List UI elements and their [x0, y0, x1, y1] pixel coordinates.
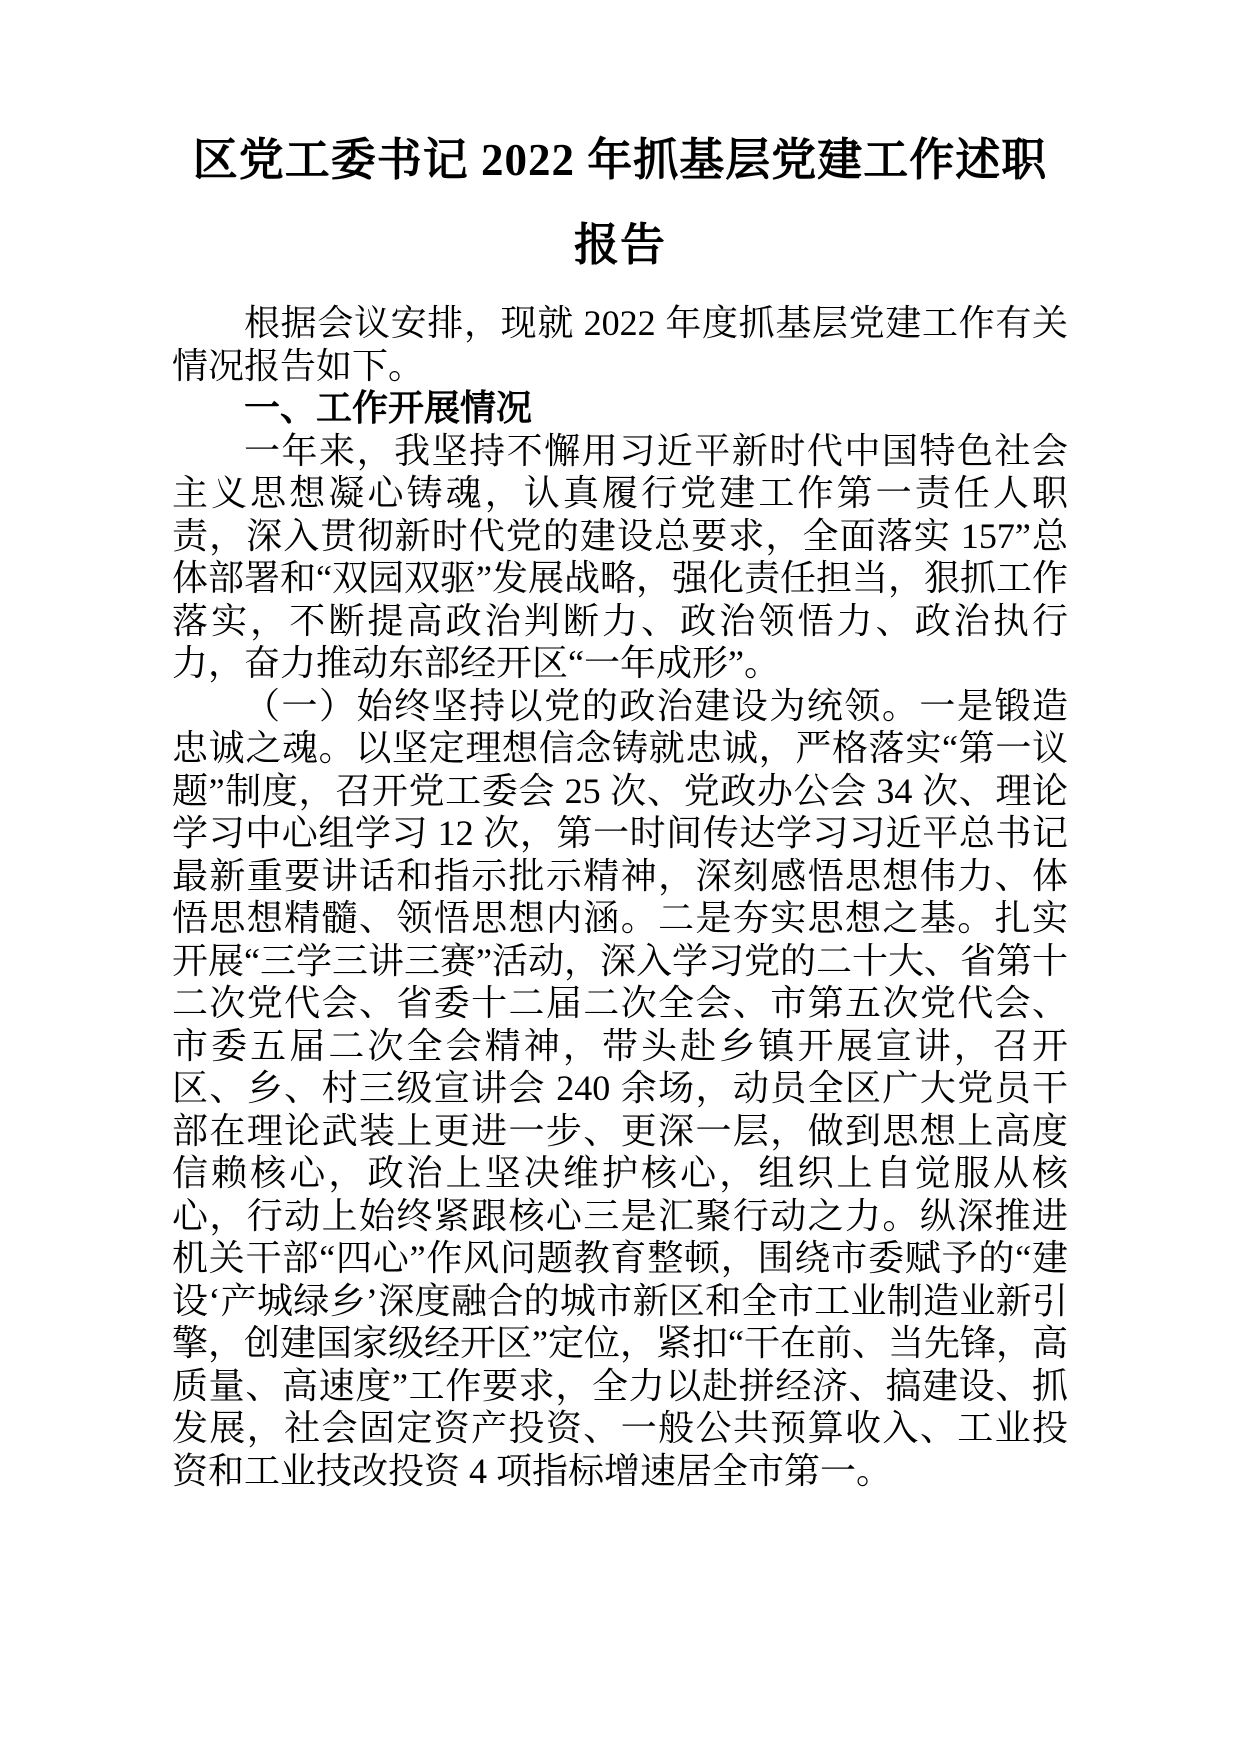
section-heading-work-progress: 一、工作开展情况: [244, 388, 533, 428]
paragraph-overview: 一年来，我坚持不懈用习近平新时代中国特色社会主义思想凝心铸魂，认真履行党建工作第一责任人职责，深入贯彻新时代党的建设总要求，全面落实 157”总体部署和“双园双驱”发展战略，强化责任担当，狠抓工作落实，不断提高政治判断力、政治领悟力、政治执行力，奋力推动东部经开区“一年成形”。: [172, 430, 1068, 683]
paragraph-political-construction: （一）始终坚持以党的政治建设为统领。一是锻造忠诚之魂。以坚定理想信念铸就忠诚，严格落实“第一议题”制度，召开党工委会 25 次、党政办公会 34 次、理论学习中心组学习 12 次，第一时间传达学习习近平总书记最新重要讲话和指示批示精神，深刻感悟思想伟力、体悟思想精髓、领悟思想内涵。二是夯实思想之基。扎实开展“三学三讲三赛”活动，深入学习党的二十大、省第十二次党代会、省委十二届二次全会、市第五次党代会、市委五届二次全会精神，带头赴乡镇开展宣讲，召开区、乡、村三级宣讲会 240 余场，动员全区广大党员干部在理论武装上更进一步、更深一层，做到思想上高度信赖核心，政治上坚决维护核心，组织上自觉服从核心，行动上始终紧跟核心三是汇聚行动之力。纵深推进机关干部“四心”作风问题教育整顿，围绕市委赋予的“建设‘产城绿乡’深度融合的城市新区和全市工业制造业新引擎，创建国家级经开区”定位，紧扣“干在前、当先锋，高质量、高速度”工作要求，全力以赴拼经济、搞建设、抓发展，社会固定资产投资、一般公共预算收入、工业投资和工业技改投资 4 项指标增速居全市第一。: [172, 685, 1068, 1491]
paragraph-intro: 根据会议安排，现就 2022 年度抓基层党建工作有关情况报告如下。: [172, 303, 1068, 386]
document-title: 区党工委书记 2022 年抓基层党建工作述职报告: [192, 135, 1048, 270]
